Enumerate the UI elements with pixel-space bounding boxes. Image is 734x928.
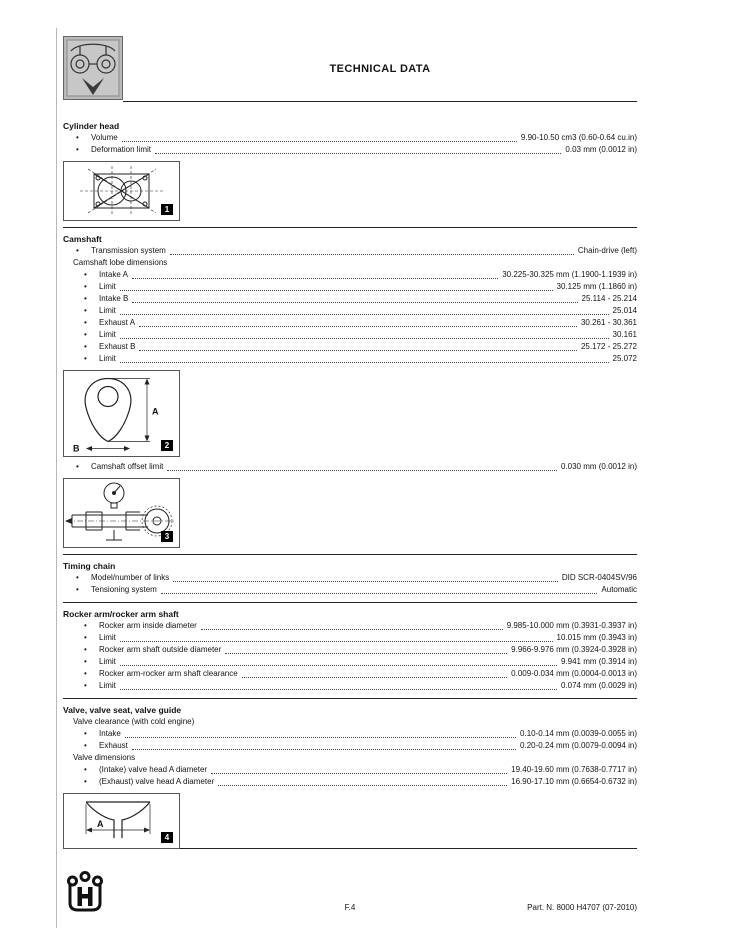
spec-row [63,281,637,293]
section-heading-cylinder-head: Cylinder head [63,121,120,131]
spec-value: 16.90-17.10 mm (0.6654-0.6732 in) [511,777,637,786]
spec-row [63,293,637,305]
dot-leader [132,269,498,279]
spec-value: 0.10-0.14 mm (0.0039-0.0055 in) [520,729,637,738]
section-divider [63,554,637,555]
spec-label: Intake [99,729,121,738]
spec-row [63,245,637,257]
dot-leader [218,776,507,786]
dot-leader [225,644,507,654]
spec-row [63,132,637,144]
dimension-label-b: B [73,443,80,454]
spec-label: Limit [99,282,116,291]
bullet-marker: • [84,729,87,738]
dot-leader [167,461,557,471]
dimension-label-a: A [152,406,159,417]
bullet-marker: • [84,681,87,690]
spec-row [63,644,637,656]
spec-label: Model/number of links [91,573,170,582]
section-heading-valve: Valve, valve seat, valve guide [63,705,182,715]
bullet-marker: • [84,669,87,678]
spec-label: Limit [99,681,116,690]
spec-value: 9.941 mm (0.3914 in) [560,657,637,666]
dot-leader [132,293,577,303]
bullet-marker: • [76,462,79,471]
spec-row [63,269,637,281]
spec-row [63,329,637,341]
section-divider [63,698,637,699]
bullet-marker: • [76,573,79,582]
dot-leader [122,132,517,142]
dot-leader [201,620,503,630]
engine-diagram-icon [63,36,123,100]
dot-leader [173,572,558,582]
figure-number-badge: 1 [161,204,173,215]
header-rule-area [123,36,637,102]
page-number: F.4 [344,903,356,912]
page-content [63,36,637,853]
spec-label: Rocker arm shaft outside diameter [99,645,222,654]
spec-label: (Intake) valve head A diameter [99,765,208,774]
section-heading-rocker-arm: Rocker arm/rocker arm shaft [63,609,179,619]
spec-value: Automatic [601,585,637,594]
spec-label: Deformation limit [91,145,152,154]
spec-row [63,353,637,365]
page-title: TECHNICAL DATA [329,62,431,75]
bullet-marker: • [84,765,87,774]
bullet-marker: • [84,354,87,363]
spec-label: Camshaft offset limit [91,462,164,471]
dot-leader [139,341,576,351]
spec-label: Volume [91,133,118,142]
figure-cylinder-head-check [63,161,180,221]
spec-label: Transmission system [91,246,166,255]
bullet-marker: • [84,306,87,315]
spec-value: 9.966-9.976 mm (0.3924-0.3928 in) [511,645,637,654]
spec-value: 25.172 - 25.272 [580,342,637,351]
dot-leader [170,245,574,255]
spec-label: Limit [99,354,116,363]
part-number: Part. N. 8000 H4707 (07-2010) [527,903,637,912]
dot-leader [120,305,609,315]
spec-row [63,656,637,668]
section-heading-camshaft: Camshaft [63,234,102,244]
bullet-marker: • [84,777,87,786]
spec-row [63,317,637,329]
section-divider [180,848,637,849]
spec-row [63,572,637,584]
spec-value: 0.009-0.034 mm (0.0004-0.0013 in) [511,669,637,678]
spec-label: (Exhaust) valve head A diameter [99,777,215,786]
spec-label: Exhaust B [99,342,136,351]
subheading-valve-dimensions: Valve dimensions [73,753,136,762]
dot-leader [242,668,507,678]
spec-label: Limit [99,657,116,666]
spec-label: Limit [99,633,116,642]
subheading-valve-clearance: Valve clearance (with cold engine) [73,717,195,726]
section-divider [63,602,637,603]
spec-row [63,680,637,692]
spec-row [63,144,637,156]
bullet-marker: • [76,133,79,142]
dimension-label-a: A [97,819,104,829]
bullet-marker: • [84,621,87,630]
spec-label: Limit [99,330,116,339]
spec-value: 25.072 [612,354,637,363]
spec-value: 0.030 mm (0.0012 in) [560,462,637,471]
spec-row [63,740,637,752]
dot-leader [120,632,553,642]
spec-value: Chain-drive (left) [577,246,637,255]
spec-row [63,305,637,317]
spec-label: Exhaust A [99,318,136,327]
spec-label: Intake A [99,270,128,279]
spec-value: 10.015 mm (0.3943 in) [556,633,637,642]
spec-row [63,728,637,740]
figure-number-badge: 2 [161,440,173,451]
dot-leader [120,329,609,339]
dot-leader [120,656,557,666]
spec-value: 25.014 [612,306,637,315]
spec-value: 30.125 mm (1.1860 in) [556,282,637,291]
spec-value: 0.20-0.24 mm (0.0079-0.0094 in) [520,741,637,750]
spec-row [63,341,637,353]
figure-number-badge: 3 [161,531,173,542]
spec-label: Limit [99,306,116,315]
bullet-marker: • [84,633,87,642]
dot-leader [125,728,516,738]
bullet-marker: • [84,645,87,654]
spec-value: DID SCR-0404SV/96 [561,573,637,582]
figure-valve-head-diameter [63,793,180,849]
bullet-marker: • [84,294,87,303]
spec-label: Exhaust [99,741,128,750]
figure-row-valve [63,788,637,853]
bullet-marker: • [84,741,87,750]
spec-label: Intake B [99,294,129,303]
bullet-marker: • [84,342,87,351]
spec-row [63,620,637,632]
spec-row [63,776,637,788]
spec-value: 0.03 mm (0.0012 in) [565,145,637,154]
spec-value: 19.40-19.60 mm (0.7638-0.7717 in) [511,765,637,774]
bullet-marker: • [76,246,79,255]
spec-label: Rocker arm inside diameter [99,621,197,630]
figure-number-badge: 4 [161,832,173,843]
spec-label: Rocker arm-rocker arm shaft clearance [99,669,238,678]
spec-row [63,584,637,596]
bullet-marker: • [84,282,87,291]
figure-cam-lobe-dimensions [63,370,180,457]
bullet-marker: • [84,318,87,327]
section-heading-timing-chain: Timing chain [63,561,116,571]
spec-row [63,764,637,776]
bullet-marker: • [76,145,79,154]
dot-leader [161,584,598,594]
dot-leader [155,144,561,154]
spec-value: 9.90-10.50 cm3 (0.60-0.64 cu.in) [520,133,637,142]
section-divider [63,227,637,228]
page-edge-line [56,28,57,928]
spec-value: 9.985-10.000 mm (0.3931-0.3937 in) [506,621,637,630]
spec-value: 30.161 [612,330,637,339]
dot-leader [132,740,516,750]
page-header [63,36,637,102]
bullet-marker: • [76,585,79,594]
bullet-marker: • [84,330,87,339]
spec-value: 0.074 mm (0.0029 in) [560,681,637,690]
subheading-camshaft-lobe-dimensions: Camshaft lobe dimensions [73,258,168,267]
dot-leader [139,317,577,327]
spec-row [63,461,637,473]
dot-leader [120,281,553,291]
spec-label: Tensioning system [91,585,157,594]
figure-camshaft-offset-check [63,478,180,548]
bullet-marker: • [84,270,87,279]
spec-row [63,668,637,680]
bullet-marker: • [84,657,87,666]
dot-leader [120,353,609,363]
dot-leader [120,680,557,690]
dot-leader [211,764,507,774]
spec-value: 25.114 - 25.214 [581,294,637,303]
spec-value: 30.225-30.325 mm (1.1900-1.1939 in) [502,270,637,279]
spec-row [63,632,637,644]
spec-value: 30.261 - 30.361 [580,318,637,327]
